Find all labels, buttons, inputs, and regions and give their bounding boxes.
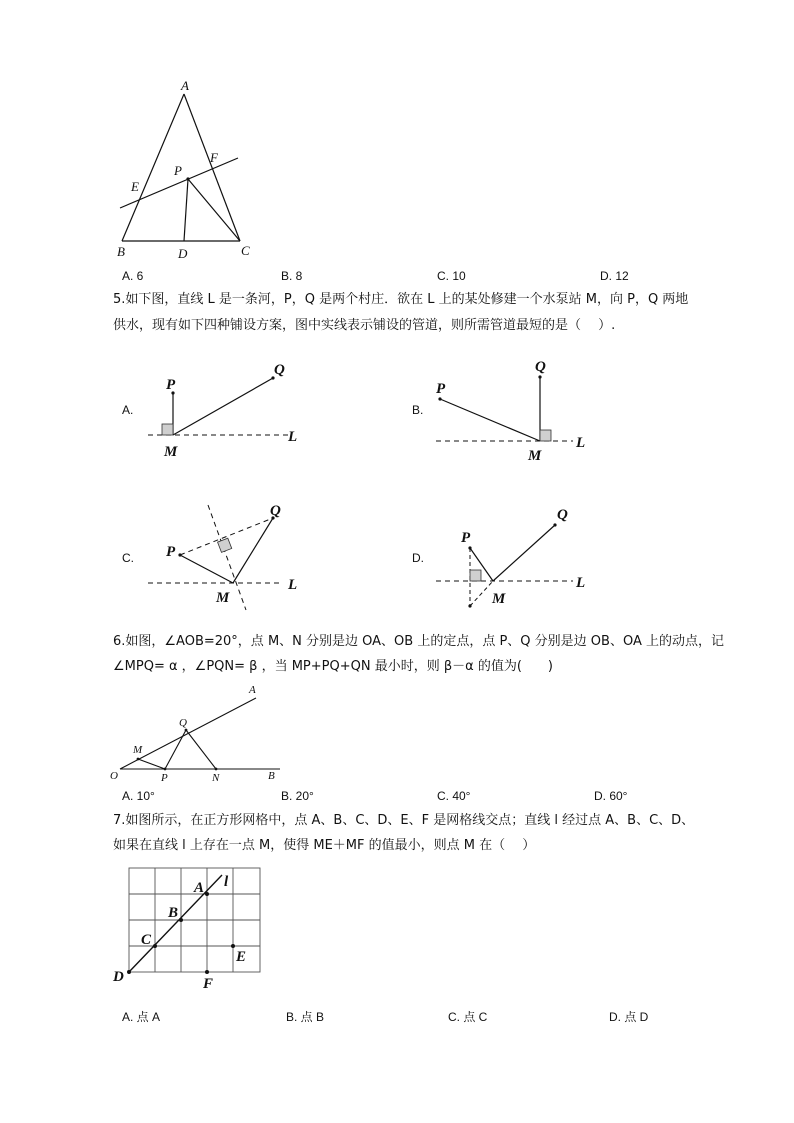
q7-option-c[interactable]: C. 点 C <box>448 1010 488 1024</box>
q4-option-c[interactable]: C. 10 <box>437 269 466 283</box>
q4-label-b: B <box>117 244 125 259</box>
q5d-label-q: Q <box>557 507 568 523</box>
q6-label-q: Q <box>179 717 187 729</box>
q5a-label-l: L <box>288 429 298 445</box>
q5-option-a-letter: A. <box>122 403 134 417</box>
q7-question-line2: 如果在直线 l 上存在一点 M，使得 ME＋MF 的值最小，则点 M 在（ ） <box>113 838 536 853</box>
q5a-label-p: P <box>166 377 176 393</box>
q6-question-line1: 6.如图，∠AOB=20°，点 M、N 分别是边 OA、OB 上的定点，点 P、Q 分别是边 OB、OA 上的动点，记 <box>113 634 724 649</box>
q7-option-a[interactable]: A. 点 A <box>122 1010 161 1024</box>
q6-option-b[interactable]: B. 20° <box>281 789 314 803</box>
q6-label-m: M <box>133 744 143 756</box>
q6-label-b: B <box>268 770 275 782</box>
q6-angle-figure <box>108 682 288 782</box>
q7-option-b[interactable]: B. 点 B <box>286 1010 325 1024</box>
q6-label-n: N <box>212 772 220 784</box>
q6-option-c[interactable]: C. 40° <box>437 789 471 803</box>
q7-label-b: B <box>168 905 179 921</box>
q7-label-d: D <box>113 969 124 985</box>
q5a-label-m: M <box>164 444 178 460</box>
q5-option-b-letter: B. <box>412 403 424 417</box>
q7-label-c: C <box>141 932 152 948</box>
q4-label-p: P <box>174 163 182 178</box>
q5b-label-l: L <box>576 435 586 451</box>
q5-question-line2: 供水，现有如下四种铺设方案，图中实线表示铺设的管道，则所需管道最短的是（ ）. <box>113 318 616 333</box>
q5d-label-p: P <box>461 530 471 546</box>
q4-label-d: D <box>178 246 188 261</box>
q7-question-line1: 7.如图所示，在正方形网格中，点 A、B、C、D、E、F 是网格线交点；直线 l 经过点 A、B、C、D、 <box>113 813 695 828</box>
q4-option-d[interactable]: D. 12 <box>600 269 629 283</box>
q4-option-b[interactable]: B. 8 <box>281 269 303 283</box>
q5c-label-l: L <box>288 577 298 593</box>
q4-label-e: E <box>131 179 139 194</box>
q5d-label-l: L <box>576 575 586 591</box>
q6-label-o: O <box>110 770 118 782</box>
q5-option-d-figure[interactable] <box>408 500 608 615</box>
q7-label-f: F <box>203 976 214 992</box>
q4-option-a[interactable]: A. 6 <box>122 269 144 283</box>
q6-option-d[interactable]: D. 60° <box>594 789 628 803</box>
q4-label-f: F <box>210 150 218 165</box>
q5b-label-m: M <box>528 448 542 464</box>
q7-label-l: l <box>224 874 229 890</box>
q4-label-c: C <box>241 243 250 258</box>
q5a-label-q: Q <box>274 362 285 378</box>
q7-label-a: A <box>194 880 205 896</box>
q7-option-d[interactable]: D. 点 D <box>609 1010 649 1024</box>
q6-label-a: A <box>249 684 256 696</box>
q5-option-a-figure[interactable] <box>118 358 318 468</box>
q7-grid-figure <box>108 862 278 992</box>
q5-option-d-letter: D. <box>412 551 424 565</box>
q5c-label-m: M <box>216 590 230 606</box>
q5d-label-m: M <box>492 591 506 607</box>
q6-question-line2: ∠MPQ= α ，∠PQN= β ，当 MP+PQ+QN 最小时，则 β－α 的值为( ) <box>113 659 553 674</box>
q5b-label-p: P <box>436 381 446 397</box>
q6-label-p: P <box>161 772 168 784</box>
q5b-label-q: Q <box>535 359 546 375</box>
q6-option-a[interactable]: A. 10° <box>122 789 155 803</box>
q5-option-b-figure[interactable] <box>408 355 608 470</box>
q5-option-c-figure[interactable] <box>118 500 318 615</box>
q5c-label-q: Q <box>270 503 281 519</box>
q5c-label-p: P <box>166 544 176 560</box>
q4-triangle-figure <box>110 78 250 263</box>
q5-question-line1: 5.如下图，直线 L 是一条河，P，Q 是两个村庄．欲在 L 上的某处修建一个水泵站 M，向 P，Q 两地 <box>113 292 689 307</box>
q7-label-e: E <box>236 949 247 965</box>
q4-label-a: A <box>181 78 189 93</box>
q5-option-c-letter: C. <box>122 551 134 565</box>
